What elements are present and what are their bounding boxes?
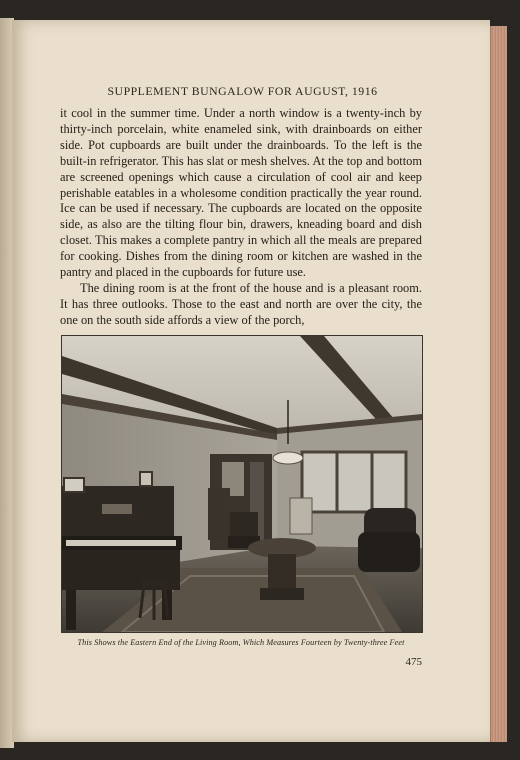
paragraph-2: The dining room is at the front of the house and is a pleasant room. It has three outlooks. Those to the east and north are over the city, the one on the south side affords a view of the porch, xyxy=(60,280,422,327)
running-head: SUPPLEMENT BUNGALOW FOR AUGUST, 1916 xyxy=(107,84,378,98)
page-stack-edge xyxy=(490,26,507,742)
paragraph-1: it cool in the summer time. Under a north window is a twenty-inch by thirty-inch porcelain, white enameled sink, with drainboards on either side. Pot cupboards are built under the drainboards. To the left is the built-in refrigerator. This has slat or mesh shelves. At the top and bottom are screened openings which cause a circulation of cool air and keep perishable eatables in a wholesome condition practically the year round. Ice can be used if necessary. The cupboards are located on the opposite side, as also are the tilting flour bin, drawers, kneading board and dish closet. This makes a complete pantry in which all the meals are prepared for cooking. Dishes from the dining room or kitchen are washed in the pantry and placed in the cupboards for future use. xyxy=(60,106,422,280)
body-text xyxy=(60,106,422,329)
photo-caption: This Shows the Eastern End of the Living Room, Which Measures Fourteen by Twenty-three Feet xyxy=(77,638,405,647)
living-room-photo-drawing xyxy=(62,336,422,632)
living-room-photo xyxy=(61,335,423,633)
page-number: 475 xyxy=(405,656,422,668)
